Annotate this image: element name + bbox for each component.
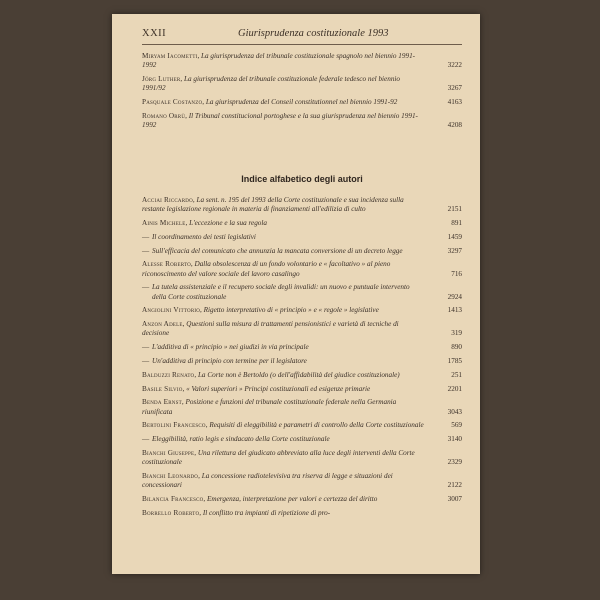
entry-page-number: 3007 [447, 494, 462, 503]
entry-page-number: 1785 [447, 356, 462, 365]
entry-author: Acciai Riccardo [142, 196, 193, 204]
running-header [142, 28, 462, 45]
entry-title: Sull'efficacia del comunicato che annunzia la mancata conversione di un decreto legge [152, 246, 403, 255]
entry-author: Angiolini Vittorio [142, 306, 201, 315]
entry-page-number: 3297 [447, 246, 462, 255]
running-title: Giurisprudenza costituzionale 1993 [238, 28, 389, 39]
entry-page-number: 2122 [447, 481, 462, 490]
entry-title: Il coordinamento dei testi legislativi [152, 232, 256, 241]
index-entry: Basile Silvio, « Valori superiori » Principi costituzionali ed esigenze primarie 2201 [142, 384, 462, 393]
index-entry: Bilancia Francesco, Emergenza, interpretazione per valori e certezza del diritto 3007 [142, 494, 462, 503]
index-entry: Benda Ernst, Posizione e funzioni del tribunale costituzionale federale nella Germania riunificata 3043 [142, 398, 462, 416]
index-title: Indice alfabetico degli autori [241, 174, 363, 184]
entry-title: Questioni sulla misura di trattamenti pensionistici e varietà di tecniche di decisione [142, 320, 399, 338]
entry-title: La giurisprudenza del tribunale costituzionale spagnolo nel biennio 1991-1992 [142, 52, 416, 70]
dash-marker: — [142, 435, 150, 444]
entry-author: Benda Ernst [142, 398, 182, 407]
entry-title: Emergenza, interpretazione per valori e certezza del diritto [207, 494, 378, 503]
entry-author: Jörg Luther [142, 75, 181, 83]
author-index-list [142, 196, 462, 523]
entry-page-number: 251 [451, 370, 462, 379]
entry-title: Il Tribunal constitucional portoghese e la sua giurisprudenza nel biennio 1991-1992 [142, 111, 418, 129]
entry-page-number: 716 [451, 269, 462, 278]
entry-title: Eleggibilità, ratio legis e sindacato della Corte costituzionale [152, 435, 330, 444]
entry-page-number: 3140 [447, 435, 462, 444]
index-entry [142, 247, 462, 256]
index-entry [142, 233, 462, 242]
entry-title: Dalla obsolescenza di un fondo volontario e « facoltativo » al pieno riconoscimento del valore sociale del lavoro casalingo [142, 260, 391, 278]
entry-page-number: 2924 [447, 292, 462, 301]
index-entry: Pasquale Costanzo, La giurisprudenza del Conseil constitutionnel nel biennio 1991-92 4163 [142, 98, 462, 106]
dash-marker: — [142, 343, 150, 352]
entry-author: Bilancia Francesco [142, 494, 204, 503]
index-entry: Borrello Roberto, Il conflitto tra impianti di ripetizione di pro- [142, 508, 331, 517]
entry-page-number: 4208 [447, 121, 462, 129]
entry-author: Romano Orrù [142, 111, 186, 120]
index-entry [142, 357, 462, 366]
entry-page-number: 3043 [447, 407, 462, 416]
entry-title: Requisiti di eleggibilità e parametri di controllo della Corte costituzionale [209, 421, 424, 430]
entry-title: « Valori superiori » Principi costituzionali ed esigenze primarie [186, 384, 371, 393]
entry-author: Miryam Iacometti [142, 52, 198, 60]
top-entries-list [142, 52, 462, 135]
entry-author: Bianchi Leonardo [142, 471, 199, 480]
entry-page-number: 1413 [447, 306, 462, 315]
entry-title: Il conflitto tra impianti di ripetizione di pro- [202, 508, 331, 517]
entry-title: Posizione e funzioni del tribunale costituzionale federale nella Germania riunificata [142, 398, 397, 416]
index-entry: Miryam Iacometti, La giurisprudenza del tribunale costituzionale spagnolo nel biennio 1991-1992 3222 [142, 52, 462, 70]
entry-page-number: 319 [451, 329, 462, 338]
entry-title: L'eccezione e la sua regola [189, 219, 267, 227]
entry-page-number: 3267 [447, 84, 462, 93]
entry-page-number: 890 [451, 343, 462, 352]
dash-marker: — [142, 356, 150, 365]
index-entry [142, 435, 462, 444]
entry-author: Balduzzi Renato [142, 370, 195, 379]
entry-title: Una rilettura del giudicato abbreviato alla luce degli interventi della Corte costituzionale [142, 448, 415, 467]
index-entry: Alesse Roberto, Dalla obsolescenza di un fondo volontario e « facoltativo » al pieno riconoscimento del valore sociale del lavoro casalingo 716 [142, 260, 462, 278]
entry-author: Borrello Roberto [142, 508, 200, 517]
entry-page-number: 891 [451, 219, 462, 227]
index-entry: Bianchi Giuseppe, Una rilettura del giudicato abbreviato alla luce degli interventi della Corte costituzionale 2329 [142, 448, 462, 467]
index-entry: Acciai Riccardo, La sent. n. 195 del 1993 della Corte costituzionale e sua incidenza sulla restante legislazione regionale in materia di finanziamenti all'edilizia di culto 2151 [142, 196, 462, 214]
entry-title: Rigetto interpretativo di « principio » e « regole » legislative [203, 306, 379, 315]
index-entry: Romano Orrù, Il Tribunal constitucional portoghese e la sua giurisprudenza nel biennio 1991-1992 4208 [142, 111, 462, 129]
entry-author: Bianchi Giuseppe [142, 448, 195, 457]
dash-marker: — [142, 232, 150, 241]
entry-author: Alesse Roberto [142, 260, 191, 269]
index-entry [142, 343, 462, 352]
entry-page-number: 3222 [447, 61, 462, 70]
entry-title: La giurisprudenza del Conseil constitutionnel nel biennio 1991-92 [205, 98, 398, 106]
entry-page-number: 569 [451, 421, 462, 430]
index-entry: Bianchi Leonardo, La concessione radiotelevisiva tra riserva di legge e situazioni dei concessionari 2122 [142, 471, 462, 490]
entry-title: La giurisprudenza del tribunale costituzionale federale tedesco nel biennio 1991/92 [142, 75, 400, 93]
index-entry: Bertolini Francesco, Requisiti di eleggibilità e parametri di controllo della Corte costituzionale 569 [142, 421, 462, 430]
index-entry: Jörg Luther, La giurisprudenza del tribunale costituzionale federale tedesco nel biennio 1991/92 3267 [142, 75, 462, 93]
entry-title: La concessione radiotelevisiva tra riserva di legge e situazioni dei concessionari [142, 471, 393, 490]
entry-page-number: 4163 [447, 98, 462, 106]
entry-title: La sent. n. 195 del 1993 della Corte costituzionale e sua incidenza sulla restante legislazione regionale in materia di finanziamenti all'edilizia di culto [142, 196, 404, 214]
entry-author: Bertolini Francesco [142, 421, 206, 430]
entry-author: Basile Silvio [142, 384, 183, 393]
dash-marker: — [142, 283, 150, 292]
entry-title: Un'additiva di principio con termine per il legislatore [152, 356, 307, 365]
page-number: XXII [142, 28, 167, 39]
entry-author: Anzon Adele [142, 320, 183, 329]
index-entry: Anzon Adele, Questioni sulla misura di trattamenti pensionistici e varietà di tecniche di decisione 319 [142, 320, 462, 338]
entry-page-number: 2201 [447, 384, 462, 393]
index-entry: Ainis Michele, L'eccezione e la sua regola 891 [142, 219, 462, 227]
index-entry: Angiolini Vittorio, Rigetto interpretativo di « principio » e « regole » legislative 1413 [142, 306, 462, 315]
book-page [112, 14, 480, 574]
entry-title: La Corte non è Bertoldo (o dell'affidabilità del giudice costituzionale) [197, 370, 400, 379]
entry-page-number: 2151 [447, 205, 462, 214]
entry-author: Pasquale Costanzo [142, 98, 203, 106]
index-entry [142, 283, 462, 301]
dash-marker: — [142, 246, 150, 255]
entry-title: L'additiva di « principio » nei giudizi in via principale [152, 343, 309, 352]
entry-title: La tutela assistenziale e il recupero sociale degli invalidi: un nuovo e puntuale intervento della Corte costituzionale [152, 283, 410, 301]
index-entry: Balduzzi Renato, La Corte non è Bertoldo (o dell'affidabilità del giudice costituzionale) 251 [142, 370, 462, 379]
entry-page-number: 2329 [447, 458, 462, 467]
entry-page-number: 1459 [447, 232, 462, 241]
entry-author: Ainis Michele [142, 219, 186, 227]
